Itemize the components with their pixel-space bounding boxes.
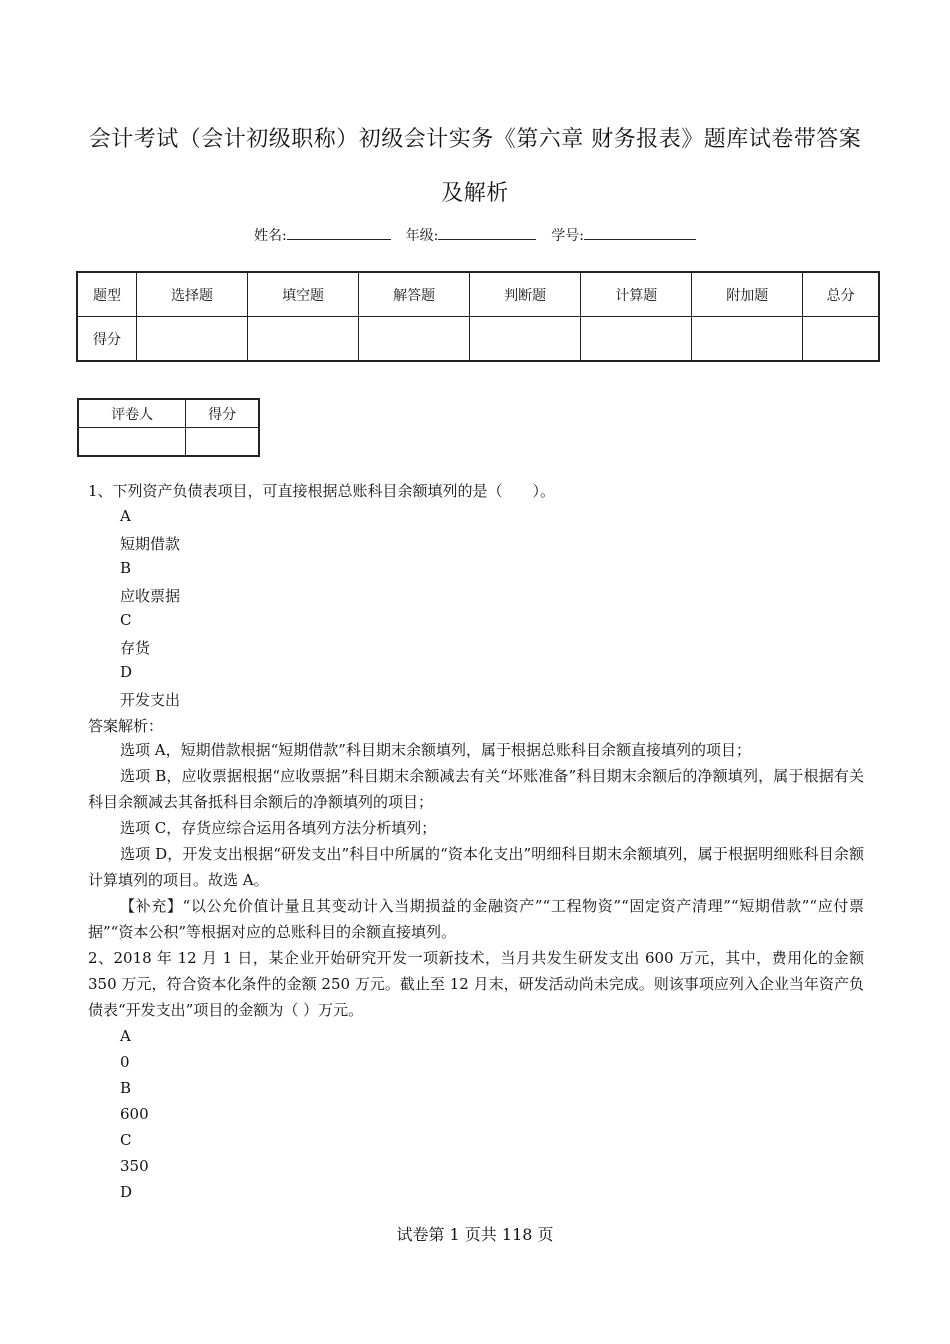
q1-option-b-letter[interactable]: B — [120, 559, 132, 577]
header-cell-type: 题型 — [77, 272, 137, 317]
student-id-blank[interactable] — [584, 225, 696, 240]
score-table — [76, 271, 880, 362]
question-2-stem: 2、2018 年 12 月 1 日，某企业开始研究开发一项新技术，当月共发生研发支出 600 万元，其中，费用化的金额 350 万元，符合资本化条件的金额 250 万元。截止至 12 月末，研发活动尚未完成。则该事项应列入企业当年资产负债表“开发支出”项目的金额为（ ）万元。 — [88, 949, 864, 1019]
q2-option-b-text: 600 — [120, 1105, 149, 1123]
score-cell[interactable] — [248, 317, 359, 362]
q1-option-d-letter[interactable]: D — [120, 663, 133, 681]
q1-analysis-b: 选项 B，应收票据根据“应收票据”科目期末余额减去有关“坏账准备”科目期末余额后的净额填列，属于根据有关科目余额减去其备抵科目余额后的净额填列的项目； — [88, 767, 864, 811]
q2-option-a-text: 0 — [120, 1053, 130, 1071]
q2-option-c-text: 350 — [120, 1157, 149, 1175]
header-cell-answer: 解答题 — [359, 272, 470, 317]
q2-option-a-letter[interactable]: A — [120, 1027, 131, 1045]
score-table-score-row — [77, 317, 879, 362]
grader-score-header: 得分 — [186, 399, 259, 428]
exam-title-line-2: 及解析 — [441, 181, 509, 206]
score-cell[interactable] — [470, 317, 581, 362]
q1-option-c-text: 存货 — [120, 639, 151, 657]
header-cell-fill: 填空题 — [248, 272, 359, 317]
score-cell[interactable] — [581, 317, 692, 362]
score-row-label: 得分 — [77, 317, 137, 362]
q2-option-d-letter[interactable]: D — [120, 1183, 133, 1201]
q1-option-b-text: 应收票据 — [120, 587, 181, 605]
header-cell-extra: 附加题 — [692, 272, 803, 317]
header-cell-judge: 判断题 — [470, 272, 581, 317]
name-blank[interactable] — [287, 225, 391, 240]
q1-option-d-text: 开发支出 — [120, 691, 181, 709]
q1-analysis-a: 选项 A，短期借款根据“短期借款”科目期末余额填列，属于根据总账科目余额直接填列的项目； — [120, 741, 751, 759]
score-cell[interactable] — [692, 317, 803, 362]
score-cell[interactable] — [359, 317, 470, 362]
student-id-label: 学号: — [551, 228, 584, 244]
q1-analysis-label: 答案解析： — [88, 717, 164, 735]
q2-option-b-letter[interactable]: B — [120, 1079, 132, 1097]
q2-option-c-letter[interactable]: C — [120, 1131, 132, 1149]
q1-analysis-d: 选项 D，开发支出根据“研发支出”科目中所属的“资本化支出”明细科目期末余额填列，属于根据明细账科目余额计算填列的项目。故选 A。 — [88, 845, 864, 889]
grader-score-cell[interactable] — [186, 428, 259, 457]
q1-analysis-c: 选项 C，存货应综合运用各填列方法分析填列； — [120, 819, 437, 837]
exam-title-line-1: 会计考试（会计初级职称）初级会计实务《第六章 财务报表》题库试卷带答案 — [88, 127, 862, 152]
name-label: 姓名: — [254, 228, 287, 244]
score-table-header-row — [77, 272, 879, 317]
grader-table — [77, 398, 260, 457]
score-cell[interactable] — [137, 317, 248, 362]
grader-header: 评卷人 — [78, 399, 186, 428]
header-cell-calc: 计算题 — [581, 272, 692, 317]
q1-supplement: 【补充】“以公允价值计量且其变动计入当期损益的金融资产”“工程物资”“固定资产清理”“短期借款”“应付票据”“资本公积”等根据对应的总账科目的余额直接填列。 — [88, 897, 864, 941]
grade-blank[interactable] — [438, 225, 536, 240]
grade-label: 年级: — [405, 228, 439, 244]
q1-option-c-letter[interactable]: C — [120, 611, 132, 629]
score-cell[interactable] — [803, 317, 879, 362]
header-cell-choice: 选择题 — [137, 272, 248, 317]
q1-option-a-letter[interactable]: A — [120, 507, 131, 525]
q1-option-a-text: 短期借款 — [120, 535, 181, 553]
question-1-stem: 1、下列资产负债表项目，可直接根据总账科目余额填列的是（ ）。 — [88, 482, 556, 500]
grader-cell[interactable] — [78, 428, 186, 457]
page-footer: 试卷第 1 页共 118 页 — [396, 1225, 554, 1244]
student-info-row — [0, 225, 950, 245]
header-cell-total: 总分 — [803, 272, 879, 317]
